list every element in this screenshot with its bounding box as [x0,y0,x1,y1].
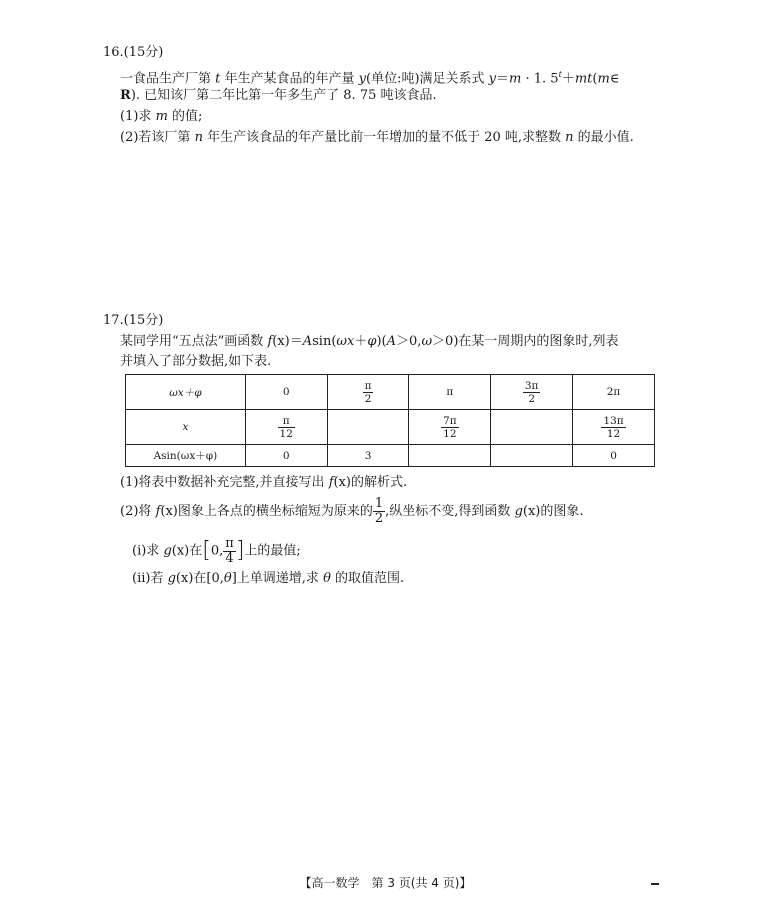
func-g: g [163,543,172,559]
row-label-x: x [126,410,246,445]
q16-eq: ＝ [496,71,510,87]
table-cell [327,410,409,445]
var-m: m [155,109,168,124]
row-label-phase: ωx＋φ [126,375,246,410]
q16-paren: ( [592,71,598,87]
q17-text: (2)将 [120,504,156,519]
q16-text: 一食品生产厂第 [120,71,216,87]
q17-fx: (x) [272,334,290,349]
q16-text: 年生产该食品的年产量比前一年增加的量不低于 20 吨,求整数 [202,130,566,145]
q16-text: ). 已知该厂第二年比第一年多生产了 8. 75 吨该食品. [130,88,437,103]
var-theta: θ [323,571,331,586]
func-f: f [155,504,161,519]
table-cell [245,410,327,445]
q17-text: 的图象. [540,504,584,519]
numerator: 7π [443,414,457,427]
table-cell [409,410,491,445]
q16-line1 [120,66,619,88]
q17-plus: ＋ [354,334,368,349]
fraction [441,415,459,440]
q17-fx: (x) [160,504,178,519]
table-cell [573,410,655,445]
q17-line2: 并填入了部分数据,如下表. [120,354,272,369]
q16-line2 [120,87,437,105]
row-label-value: Asin(ωx＋φ) [126,445,246,467]
q16-text: (1)求 [120,109,156,124]
var-y: y [488,71,497,87]
left-bracket: [ [202,538,211,563]
q17-text: 图象上各点的横坐标缩短为原来的 [177,504,373,519]
table-cell [491,375,573,410]
q17-text: (1)将表中数据补充完整,并直接写出 [120,475,329,490]
q17-gx: (x) [522,504,541,519]
q17-part2-ii [132,570,404,588]
func-f: f [267,334,273,349]
var-m: m [509,71,522,87]
var-n: n [194,130,203,145]
q16-base: · 1. 5 [521,71,559,87]
q17-text: (ⅰ)求 [132,543,164,559]
q16-text: (单位:吨)满足关系式 [366,71,489,87]
q17-text: ]上单调递增,求 [231,571,324,586]
q17-part2-i [132,536,301,567]
q16-part2 [120,129,634,147]
q17-fx: (x) [333,475,351,490]
numerator: 1 [374,496,384,511]
var-y: y [358,71,366,87]
table-row [126,445,655,467]
q17-text: ,纵坐标不变,得到函数 [385,504,515,519]
q17-header: 17.(15分) [103,313,164,328]
fraction [601,415,625,440]
q17-gx: (x) [175,571,194,586]
q17-part2 [120,497,584,527]
q16-text: (2)若该厂第 [120,130,195,145]
var-omega: ω [421,334,433,349]
q17-text: 在 [189,543,203,559]
q16-header: 16.(15分) [103,45,164,60]
set-R: R [120,88,131,103]
func-g: g [514,504,523,519]
q17-line1 [120,333,619,351]
denominator: 12 [606,427,621,440]
q17-text: (ⅱ)若 [132,571,168,586]
interval-start: 0, [210,543,224,559]
q17-text: 某同学用“五点法”画函数 [120,334,268,349]
var-A: A [386,334,397,349]
table-cell [409,445,491,467]
q17-text: 的取值范围. [330,571,405,586]
table-cell [491,410,573,445]
table-row [126,375,655,410]
q16-text: 年生产某食品的年产量 [220,71,359,87]
var-m: m [597,71,610,87]
table-cell [491,445,573,467]
fraction [278,415,295,440]
q17-part1 [120,474,407,492]
page-mark [651,883,659,885]
var-n: n [565,130,574,145]
fraction [523,380,541,405]
q17-text: 在[0, [193,571,224,586]
table-cell: π [409,375,491,410]
table-cell: 0 [573,445,655,467]
q17-eq: ＝ [289,334,303,349]
q17-sin: sin( [312,334,337,349]
denominator: 2 [364,392,372,405]
five-point-table [125,374,655,467]
var-A: A [302,334,313,349]
table-cell: 0 [245,375,327,410]
exp-t: t [558,70,562,79]
numerator: π [364,379,372,392]
var-theta: θ [223,571,232,586]
var-mt: mt [574,71,593,87]
numerator: 13π [603,414,624,427]
table-row [126,410,655,445]
fraction-half [373,497,385,526]
q16-in: ∈ [609,71,620,87]
numerator: 3π [524,379,539,392]
table-cell: 2π [573,375,655,410]
fraction [363,380,374,405]
q17-gt: ＞0, [396,334,422,349]
denominator: 12 [443,427,457,440]
q16-plus: ＋ [561,71,575,87]
table-cell [327,375,409,410]
func-g: g [167,571,176,586]
var-t: t [215,71,221,87]
right-bracket: ] [235,538,245,563]
q16-part1 [120,108,202,126]
numerator: π [278,415,295,428]
var-phi: φ [367,334,377,349]
denominator: 12 [279,427,293,440]
q16-text: 的值; [167,109,203,124]
denominator: 2 [374,511,384,526]
numerator: π [225,535,234,551]
table-cell: 0 [245,445,327,467]
q17-gx: (x) [171,543,190,559]
fraction-pi-4 [223,537,236,566]
q17-text: 的解析式. [350,475,408,490]
page-footer: 【高一数学 第 3 页(共 4 页)】 [299,876,472,890]
func-f: f [328,475,334,490]
var-wx: ωx [336,334,355,349]
denominator: 2 [528,392,536,405]
q17-text: ＞0)在某一周期内的图象时,列表 [432,334,619,349]
table-cell: 3 [327,445,409,467]
q17-paren: )( [376,334,387,349]
q16-text: 的最小值. [573,130,634,145]
q17-text: 上的最值; [244,543,301,559]
denominator: 4 [225,550,234,566]
